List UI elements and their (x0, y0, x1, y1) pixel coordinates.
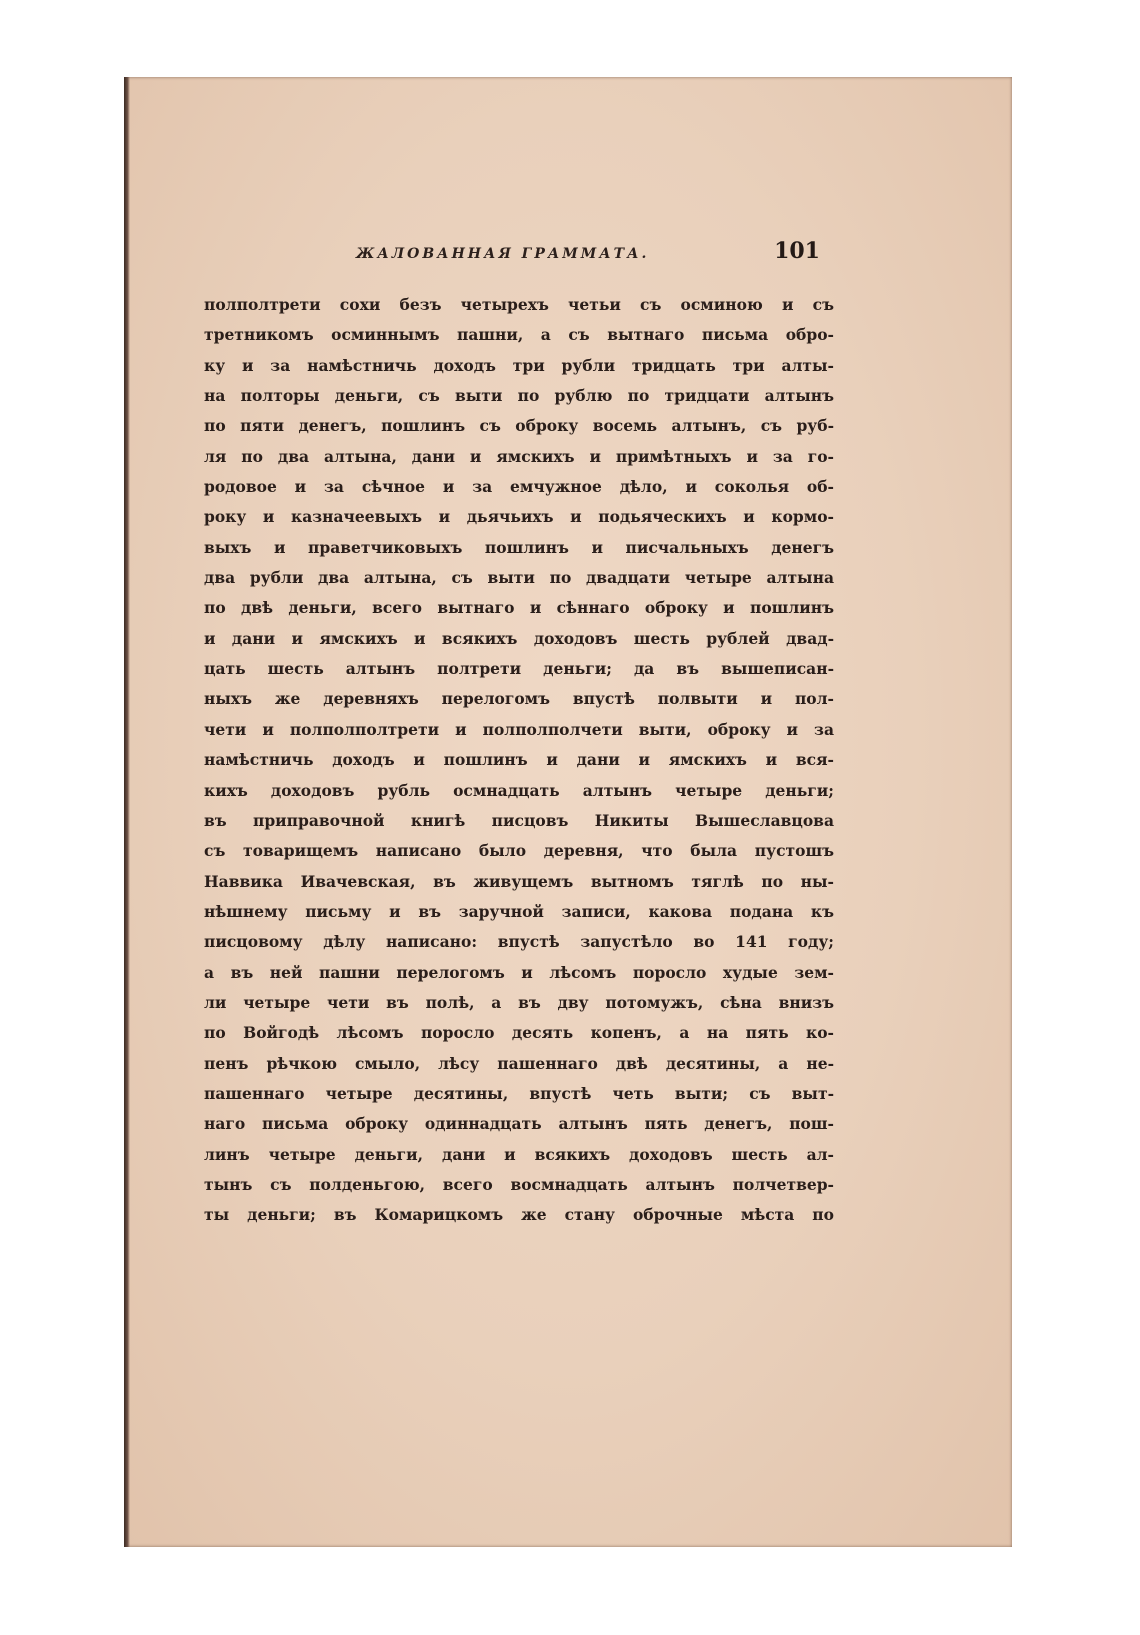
text-line: полполтрети сохи безъ четырехъ четьи съ осминою и съ (204, 295, 834, 314)
text-line: року и казначеевыхъ и дьячьихъ и подьяческихъ и кормо- (204, 507, 834, 527)
text-line: ты деньги; въ Комарицкомъ же стану оброчные мѣста по (204, 1205, 834, 1225)
text-line: ля по два алтына, дани и ямскихъ и примѣтныхъ и за го- (204, 446, 834, 466)
text-line: третникомъ осминнымъ пашни, а съ вытнаго письма обро- (204, 325, 834, 345)
text-line: наго письма оброку одиннадцать алтынъ пять денегъ, пош- (204, 1114, 834, 1134)
text-line: нѣшнему письму и въ заручной записи, какова подана къ (204, 901, 834, 921)
page-header (220, 238, 820, 268)
text-line: кихъ доходовъ рубль осмнадцать алтынъ четыре деньги; (204, 780, 834, 800)
text-line: намѣстничь доходъ и пошлинъ и дани и ямскихъ и вся- (204, 750, 834, 770)
text-line: а въ ней пашни перелогомъ и лѣсомъ поросло худые зем- (204, 962, 834, 982)
text-line: по двѣ деньги, всего вытнаго и сѣннаго оброку и пошлинъ (204, 598, 834, 618)
text-line: тынъ съ полденьгою, всего восмнадцать алтынъ полчетвер- (204, 1174, 834, 1194)
text-line: писцовому дѣлу написано: впустѣ запустѣло во 141 году; (204, 932, 834, 952)
text-line: два рубли два алтына, съ выти по двадцати четыре алтына (204, 568, 834, 588)
text-line: ку и за намѣстничь доходъ три рубли тридцать три алты- (204, 355, 834, 375)
page-shadow-edge (124, 77, 130, 1547)
text-line: цать шесть алтынъ полтрети деньги; да въ вышеписан- (204, 659, 834, 679)
text-line: выхъ и праветчиковыхъ пошлинъ и писчальныхъ денегъ (204, 537, 834, 557)
text-line: чети и полполполтрети и полполполчети выти, оброку и за (204, 719, 834, 739)
text-line: ли четыре чети въ полѣ, а въ дву потомужъ, сѣна внизъ (204, 992, 834, 1012)
text-line: въ приправочной книгѣ писцовъ Никиты Вышеславцова (204, 810, 834, 830)
text-line: по Войгодѣ лѣсомъ поросло десять копенъ, а на пять ко- (204, 1023, 834, 1043)
text-line: по пяти денегъ, пошлинъ съ оброку восемь алтынъ, съ руб- (204, 416, 834, 436)
text-line: на полторы деньги, съ выти по рублю по тридцати алтынъ (204, 386, 834, 406)
text-line: и дани и ямскихъ и всякихъ доходовъ шесть рублей двад- (204, 628, 834, 648)
text-line: родовое и за сѣчное и за емчужное дѣло, и соколья об- (204, 477, 834, 497)
page-number: 101 (774, 238, 820, 264)
text-line: съ товарищемъ написано было деревня, что была пустошъ (204, 841, 834, 861)
text-line: Наввика Ивачевская, въ живущемъ вытномъ тяглѣ по ны- (204, 871, 834, 891)
body-text (204, 290, 834, 1231)
text-line: пенъ рѣчкою смыло, лѣсу пашеннаго двѣ десятины, а не- (204, 1053, 834, 1073)
running-title: ЖАЛОВАННАЯ ГРАММАТА. (356, 246, 650, 262)
text-line: пашеннаго четыре десятины, впустѣ четь выти; съ выт- (204, 1083, 834, 1103)
text-line: линъ четыре деньги, дани и всякихъ доходовъ шесть ал- (204, 1144, 834, 1164)
text-line: ныхъ же деревняхъ перелогомъ впустѣ полвыти и пол- (204, 689, 834, 709)
